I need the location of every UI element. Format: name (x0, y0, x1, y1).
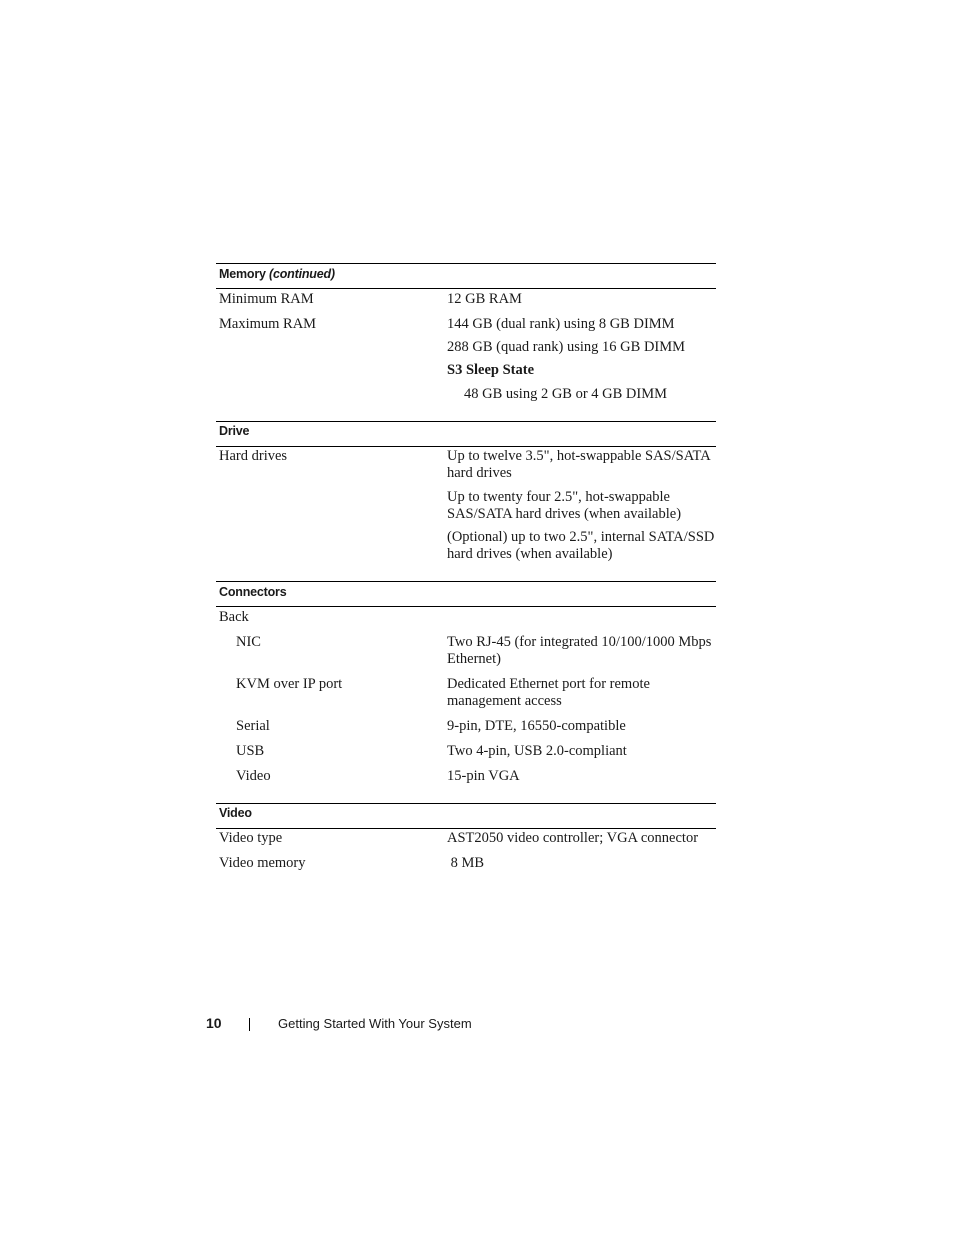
video-heading-rule (216, 828, 716, 829)
connectors-heading-rule (216, 606, 716, 607)
footer-document-title: Getting Started With Your System (278, 1016, 472, 1031)
hard-drives-label: Hard drives (219, 448, 288, 464)
usb-label: USB (236, 743, 265, 759)
connectors-top-rule (216, 581, 716, 582)
s3-sleep-state-value: 48 GB using 2 GB or 4 GB DIMM (464, 386, 668, 402)
s3-sleep-state-label: S3 Sleep State (447, 362, 534, 378)
video-type-value: AST2050 video controller; VGA connector (447, 830, 699, 846)
memory-heading-text: Memory (219, 267, 266, 281)
hard-drives-value-35: Up to twelve 3.5", hot-swappable SAS/SATA hard drives (447, 448, 710, 481)
video-connector-value: 15-pin VGA (447, 768, 520, 784)
serial-label: Serial (236, 718, 270, 734)
video-memory-value: 8 MB (447, 855, 485, 871)
video-section-heading: Video (219, 806, 252, 820)
back-label: Back (219, 609, 249, 625)
kvm-value: Dedicated Ethernet port for remote management access (447, 676, 650, 709)
drive-heading-rule (216, 446, 716, 447)
memory-top-rule (216, 263, 716, 264)
memory-section-heading (219, 267, 335, 281)
drive-top-rule (216, 421, 716, 422)
video-type-label: Video type (219, 830, 283, 846)
usb-value: Two 4-pin, USB 2.0-compliant (447, 743, 627, 759)
max-ram-value-dual: 144 GB (dual rank) using 8 GB DIMM (447, 316, 675, 332)
page-number: 10 (206, 1015, 222, 1031)
min-ram-label: Minimum RAM (219, 291, 314, 307)
footer-separator (249, 1018, 250, 1031)
serial-value: 9-pin, DTE, 16550-compatible (447, 718, 626, 734)
kvm-label: KVM over IP port (236, 676, 343, 692)
max-ram-value-quad: 288 GB (quad rank) using 16 GB DIMM (447, 339, 686, 355)
nic-label: NIC (236, 634, 261, 650)
hard-drives-value-25: Up to twenty four 2.5", hot-swappable SAS/SATA hard drives (when available) (447, 489, 682, 522)
hard-drives-value-optional: (Optional) up to two 2.5", internal SATA/SSD hard drives (when available) (447, 529, 715, 562)
connectors-section-heading: Connectors (219, 585, 287, 599)
memory-heading-continued: (continued) (269, 267, 335, 281)
nic-value: Two RJ-45 (for integrated 10/100/1000 Mbps Ethernet) (447, 634, 712, 667)
memory-heading-rule (216, 288, 716, 289)
drive-section-heading: Drive (219, 424, 250, 438)
video-connector-label: Video (236, 768, 271, 784)
video-memory-label: Video memory (219, 855, 306, 871)
min-ram-value: 12 GB RAM (447, 291, 522, 307)
video-top-rule (216, 803, 716, 804)
max-ram-label: Maximum RAM (219, 316, 317, 332)
